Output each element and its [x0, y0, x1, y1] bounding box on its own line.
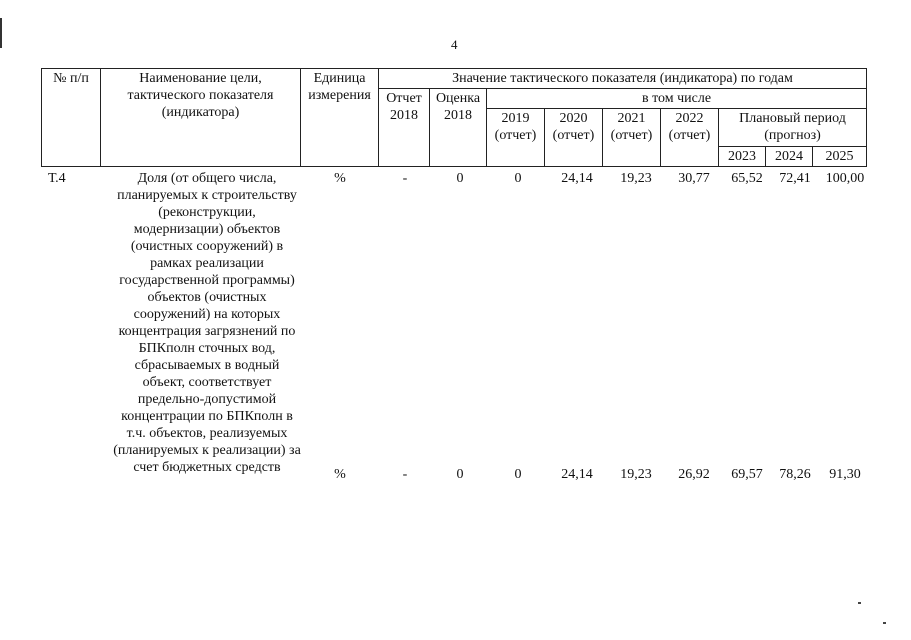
sub-value-report-2018: - [402, 467, 408, 482]
header-col-name: Наименование цели, тактического показателя (индикатора) [101, 69, 301, 167]
value-2021: 19,23 [620, 171, 652, 186]
value-2023: 65,52 [731, 171, 763, 186]
value-2024: 72,41 [779, 171, 811, 186]
header-2022: 2022 (отчет) [661, 109, 719, 167]
row-code: Т.4 [48, 171, 66, 186]
value-2019: 0 [514, 171, 522, 186]
value-2020: 24,14 [561, 171, 593, 186]
header-col-number: № п/п [42, 69, 101, 167]
header-including: в том числе [487, 89, 867, 109]
header-2019: 2019 (отчет) [487, 109, 545, 167]
value-2022: 30,77 [678, 171, 710, 186]
value-unit: % [334, 171, 346, 186]
sub-value-2023: 69,57 [731, 467, 763, 482]
scan-speck [883, 622, 886, 624]
value-estimate-2018: 0 [456, 171, 464, 186]
header-estimate-2018: Оценка 2018 [430, 89, 487, 167]
sub-value-2020: 24,14 [561, 467, 593, 482]
sub-value-2024: 78,26 [779, 467, 811, 482]
scan-speck [858, 602, 861, 604]
header-2023: 2023 [719, 147, 766, 167]
header-plan-period: Плановый период (прогноз) [719, 109, 867, 147]
sub-value-unit: % [334, 467, 346, 482]
header-group-title: Значение тактического показателя (индикатора) по годам [379, 69, 867, 89]
header-2020: 2020 (отчет) [545, 109, 603, 167]
sub-value-2019: 0 [514, 467, 522, 482]
header-col-unit: Единица измерения [301, 69, 379, 167]
sub-value-estimate-2018: 0 [456, 467, 464, 482]
page-number: 4 [451, 37, 458, 52]
value-2025: 100,00 [825, 171, 865, 186]
header-report-2018: Отчет 2018 [379, 89, 430, 167]
indicator-name: Доля (от общего числа, планируемых к строительству (реконструкции, модернизации) объектов (очистных сооружений) в рамках реализации государственной программы) объектов (очистных сооружений) на которых концентрация загрязнений по БПКполн сточных вод, сбрасываемых в водный объект, соответствует предельно-допустимой концентрации по БПКполн в т.ч. объектов, реализуемых (планируемых к реализации) за счет бюджетных средств [113, 171, 301, 475]
sub-value-2022: 26,92 [678, 467, 710, 482]
header-2025: 2025 [813, 147, 867, 167]
sub-value-2025: 91,30 [829, 467, 861, 482]
header-2024: 2024 [766, 147, 813, 167]
value-report-2018: - [402, 171, 408, 186]
sub-value-2021: 19,23 [620, 467, 652, 482]
header-2021: 2021 (отчет) [603, 109, 661, 167]
